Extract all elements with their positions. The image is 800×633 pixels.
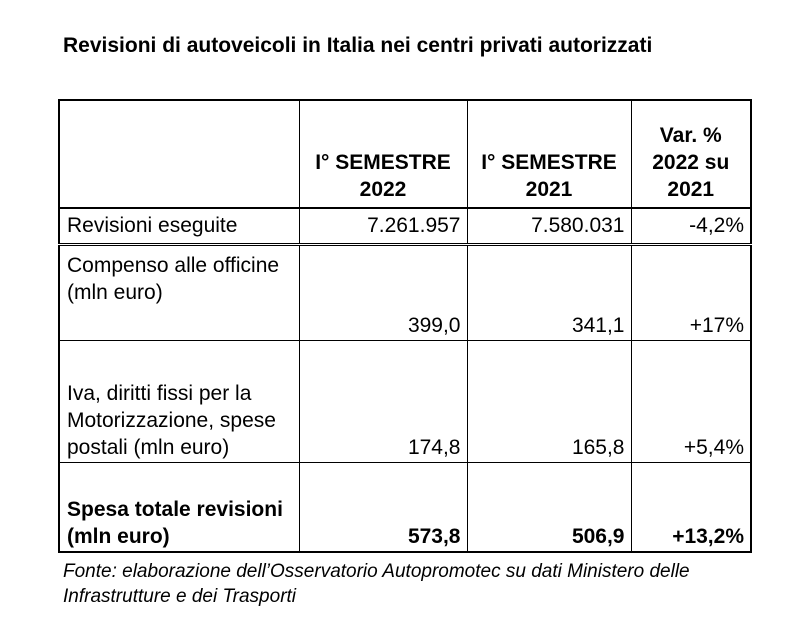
row-label: Spesa totale revisioni (mln euro) (59, 462, 299, 552)
column-header-variation: Var. % 2022 su 2021 (631, 100, 751, 208)
value-variation: +5,4% (631, 340, 751, 462)
value-2022: 399,0 (299, 244, 467, 340)
table-row-total (59, 462, 751, 552)
value-2022: 174,8 (299, 340, 467, 462)
value-2021: 341,1 (467, 244, 631, 340)
value-2022: 573,8 (299, 462, 467, 552)
source-note: Fonte: elaborazione dell’Osservatorio Autopromotec su dati Ministero delle Infrastrutture e dei Trasporti (63, 561, 690, 607)
column-header-2022: I° SEMESTRE 2022 (299, 100, 467, 208)
column-header-label (59, 100, 299, 208)
row-label: Iva, diritti fissi per la Motorizzazione, spese postali (mln euro) (59, 340, 299, 462)
table-row (59, 340, 751, 462)
value-2021: 506,9 (467, 462, 631, 552)
table-row (59, 208, 751, 244)
value-variation: -4,2% (631, 208, 751, 244)
page-title: Revisioni di autoveicoli in Italia nei centri privati autorizzati (63, 34, 653, 57)
column-header-2021: I° SEMESTRE 2021 (467, 100, 631, 208)
value-variation: +13,2% (631, 462, 751, 552)
value-variation: +17% (631, 244, 751, 340)
value-2021: 165,8 (467, 340, 631, 462)
table-header-row (59, 100, 751, 208)
row-label: Compenso alle officine (mln euro) (59, 244, 299, 340)
value-2022: 7.261.957 (299, 208, 467, 244)
table-row (59, 244, 751, 340)
revisioni-table (58, 99, 752, 553)
value-2021: 7.580.031 (467, 208, 631, 244)
row-label: Revisioni eseguite (59, 208, 299, 244)
